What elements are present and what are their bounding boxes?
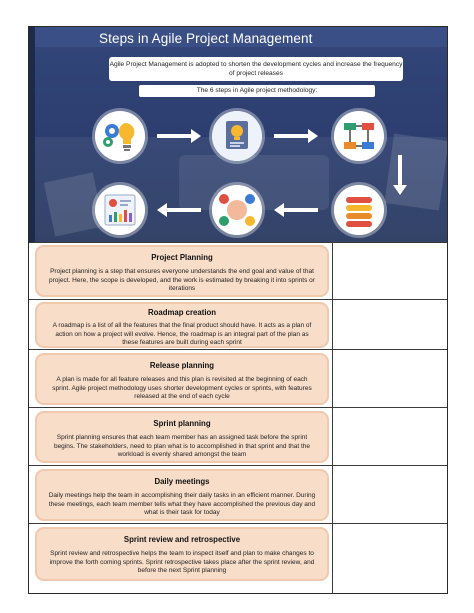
- steps-caption: The 6 steps in Agile project methodology:: [139, 85, 375, 97]
- dashboard-report-icon: [95, 185, 145, 235]
- step-card: [35, 469, 329, 521]
- empty-cell: [332, 466, 448, 523]
- idea-document-icon: [212, 111, 262, 161]
- step-description: A plan is made for all feature releases and this plan is revisited at the beginning of each sprint. Agile project methodology uses shorter development cycles or sprints, with features released at the end of each cycle: [52, 376, 312, 401]
- table-row: [29, 407, 447, 465]
- lightbulb-gears-icon: [95, 111, 145, 161]
- table-row: [29, 465, 447, 523]
- arrow-left-icon: [157, 203, 201, 217]
- empty-cell: [332, 524, 448, 593]
- intro-text: Agile Project Management is adopted to shorten the development cycles and increase the frequency of project releases: [109, 57, 403, 81]
- step-card: [35, 411, 329, 463]
- arrow-left-icon: [274, 203, 318, 217]
- step-description: Project planning is a step that ensures everyone understands the end goal and value of that project. Here, the scope is developed, and the work is estimated by breaking it into sprints or iterations: [49, 268, 315, 293]
- document-page: [28, 26, 448, 594]
- step-description: A roadmap is a list of all the features that the final product should have. It acts as a plan of action on how a project will evolve. Hence, the roadmap is an integral part of the plan as these features are built during each sprint: [52, 322, 312, 347]
- empty-cell: [332, 350, 448, 407]
- table-row: [29, 523, 447, 593]
- table-row: [29, 242, 447, 299]
- process-flow-icon: [334, 111, 384, 161]
- step-card: [35, 245, 329, 297]
- table-row: [29, 299, 447, 349]
- coin-stack-icon: [334, 185, 384, 235]
- empty-cell: [332, 243, 448, 299]
- page-title: Steps in Agile Project Management: [99, 31, 313, 46]
- empty-cell: [332, 408, 448, 465]
- step-title: Sprint planning: [153, 419, 211, 428]
- team-meeting-icon: [212, 185, 262, 235]
- step-title: Roadmap creation: [147, 308, 217, 317]
- arrow-right-icon: [274, 129, 318, 143]
- arrow-down-icon: [393, 155, 407, 195]
- empty-cell: [332, 300, 448, 349]
- steps-table: [29, 242, 447, 593]
- banner-edge: [29, 27, 35, 242]
- step-title: Daily meetings: [154, 477, 210, 486]
- arrow-right-icon: [157, 129, 201, 143]
- step-title: Release planning: [149, 361, 215, 370]
- step-description: Daily meetings help the team in accomplishing their daily tasks in an efficient manner. During these meetings, each team member tells what they have accomplished the previous day and what is their task for today: [48, 492, 316, 517]
- step-card: [35, 353, 329, 405]
- step-card: [35, 527, 329, 581]
- table-row: [29, 349, 447, 407]
- step-description: Sprint planning ensures that each team member has an assigned task before the sprint begins. The stakeholders, need to plan what is to accomplished in that sprint and that the workload is evenly shared amongst the team: [53, 434, 311, 459]
- step-card: [35, 302, 329, 348]
- step-title: Sprint review and retrospective: [123, 535, 241, 544]
- step-title: Project Planning: [151, 253, 213, 262]
- header-banner: [29, 27, 447, 242]
- step-description: Sprint review and retrospective helps the team to inspect itself and plan to make changes to improve the forth coming sprints. Sprint retrospective takes place after the sprint review, and before the next Sprint planning: [49, 550, 315, 575]
